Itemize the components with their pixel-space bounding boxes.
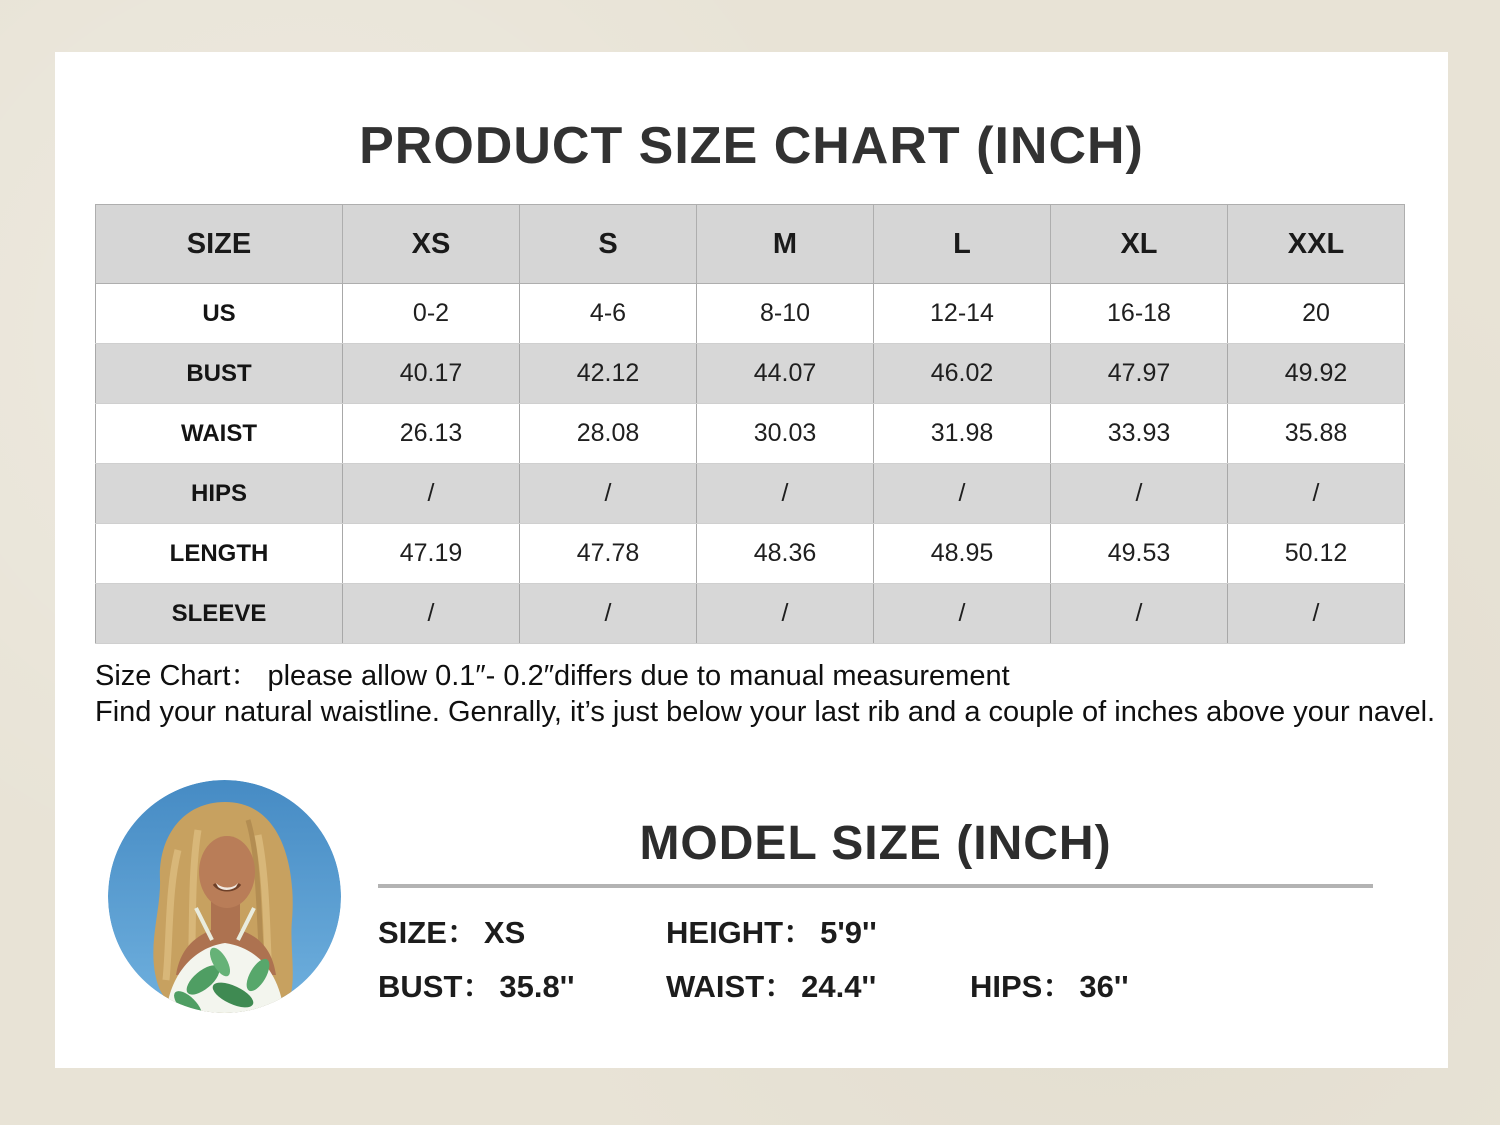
model-stat-height <box>666 907 970 952</box>
table-row <box>96 524 1405 584</box>
spacer <box>970 907 1373 952</box>
model-stat-waist-label: WAIST： <box>666 969 796 1004</box>
model-stat-size <box>378 907 666 952</box>
table-cell: 16-18 <box>1051 284 1228 344</box>
model-size-title: MODEL SIZE (INCH) <box>639 817 1112 870</box>
size-table-header-cell: L <box>874 205 1051 284</box>
model-stat-height-label: HEIGHT： <box>666 915 815 950</box>
model-stat-size-value: XS <box>483 915 526 950</box>
table-cell: / <box>1228 464 1405 524</box>
table-cell: 48.95 <box>874 524 1051 584</box>
table-cell: 42.12 <box>520 344 697 404</box>
row-label: HIPS <box>96 464 343 524</box>
size-table-header-cell: M <box>697 205 874 284</box>
size-chart-notes <box>95 658 1435 730</box>
size-table-header-row <box>96 205 1405 284</box>
table-cell: / <box>874 584 1051 644</box>
size-table-header-cell: S <box>520 205 697 284</box>
size-table-corner-header: SIZE <box>96 205 343 284</box>
model-stat-height-value: 5'9'' <box>820 915 877 950</box>
size-table-header-cell: XL <box>1051 205 1228 284</box>
row-label: LENGTH <box>96 524 343 584</box>
table-cell: / <box>1228 584 1405 644</box>
model-stat-bust-label: BUST： <box>378 969 494 1004</box>
row-label: US <box>96 284 343 344</box>
table-cell: / <box>1051 584 1228 644</box>
table-cell: 44.07 <box>697 344 874 404</box>
table-cell: 50.12 <box>1228 524 1405 584</box>
table-cell: / <box>343 584 520 644</box>
table-cell: 12-14 <box>874 284 1051 344</box>
model-stat-hips-label: HIPS： <box>970 969 1074 1004</box>
note-line-1: Size Chart： please allow 0.1″- 0.2″differs due to manual measurement <box>95 660 1010 692</box>
row-label: SLEEVE <box>96 584 343 644</box>
model-stat-bust-value: 35.8'' <box>499 969 575 1004</box>
table-row <box>96 344 1405 404</box>
size-table <box>95 204 1405 644</box>
size-table-header-cell: XS <box>343 205 520 284</box>
table-cell: / <box>697 464 874 524</box>
table-cell: 8-10 <box>697 284 874 344</box>
table-cell: 48.36 <box>697 524 874 584</box>
model-size-section <box>378 816 1373 1006</box>
table-row <box>96 584 1405 644</box>
table-cell: 26.13 <box>343 404 520 464</box>
size-table-head <box>96 205 1405 284</box>
table-cell: 46.02 <box>874 344 1051 404</box>
table-cell: 0-2 <box>343 284 520 344</box>
table-row <box>96 464 1405 524</box>
note-line-2: Find your natural waistline. Genrally, it’s just below your last rib and a couple of inches above your navel. <box>95 696 1436 728</box>
model-stat-size-label: SIZE： <box>378 915 478 950</box>
divider-line <box>378 884 1373 888</box>
table-cell: 33.93 <box>1051 404 1228 464</box>
table-cell: 47.19 <box>343 524 520 584</box>
table-cell: 35.88 <box>1228 404 1405 464</box>
size-table-header-cell: XXL <box>1228 205 1405 284</box>
table-row <box>96 404 1405 464</box>
table-cell: / <box>343 464 520 524</box>
table-cell: 4-6 <box>520 284 697 344</box>
content-card <box>55 52 1448 1068</box>
page-title: PRODUCT SIZE CHART (INCH) <box>359 117 1144 175</box>
model-stat-bust <box>378 961 666 1006</box>
model-stats <box>378 907 1373 1006</box>
model-stat-hips-value: 36'' <box>1079 969 1129 1004</box>
table-cell: / <box>520 464 697 524</box>
row-label: BUST <box>96 344 343 404</box>
table-cell: 40.17 <box>343 344 520 404</box>
model-photo <box>108 780 341 1013</box>
table-cell: 28.08 <box>520 404 697 464</box>
model-stat-waist-value: 24.4'' <box>801 969 877 1004</box>
model-stat-waist <box>666 961 970 1006</box>
table-cell: / <box>1051 464 1228 524</box>
table-row <box>96 284 1405 344</box>
row-label: WAIST <box>96 404 343 464</box>
size-table-body <box>96 284 1405 644</box>
table-cell: 31.98 <box>874 404 1051 464</box>
table-cell: 30.03 <box>697 404 874 464</box>
model-portrait-illustration <box>108 780 341 1013</box>
table-cell: 47.78 <box>520 524 697 584</box>
table-cell: / <box>874 464 1051 524</box>
table-cell: 49.53 <box>1051 524 1228 584</box>
table-cell: / <box>697 584 874 644</box>
table-cell: 20 <box>1228 284 1405 344</box>
table-cell: 47.97 <box>1051 344 1228 404</box>
model-stat-hips <box>970 961 1373 1006</box>
table-cell: / <box>520 584 697 644</box>
table-cell: 49.92 <box>1228 344 1405 404</box>
